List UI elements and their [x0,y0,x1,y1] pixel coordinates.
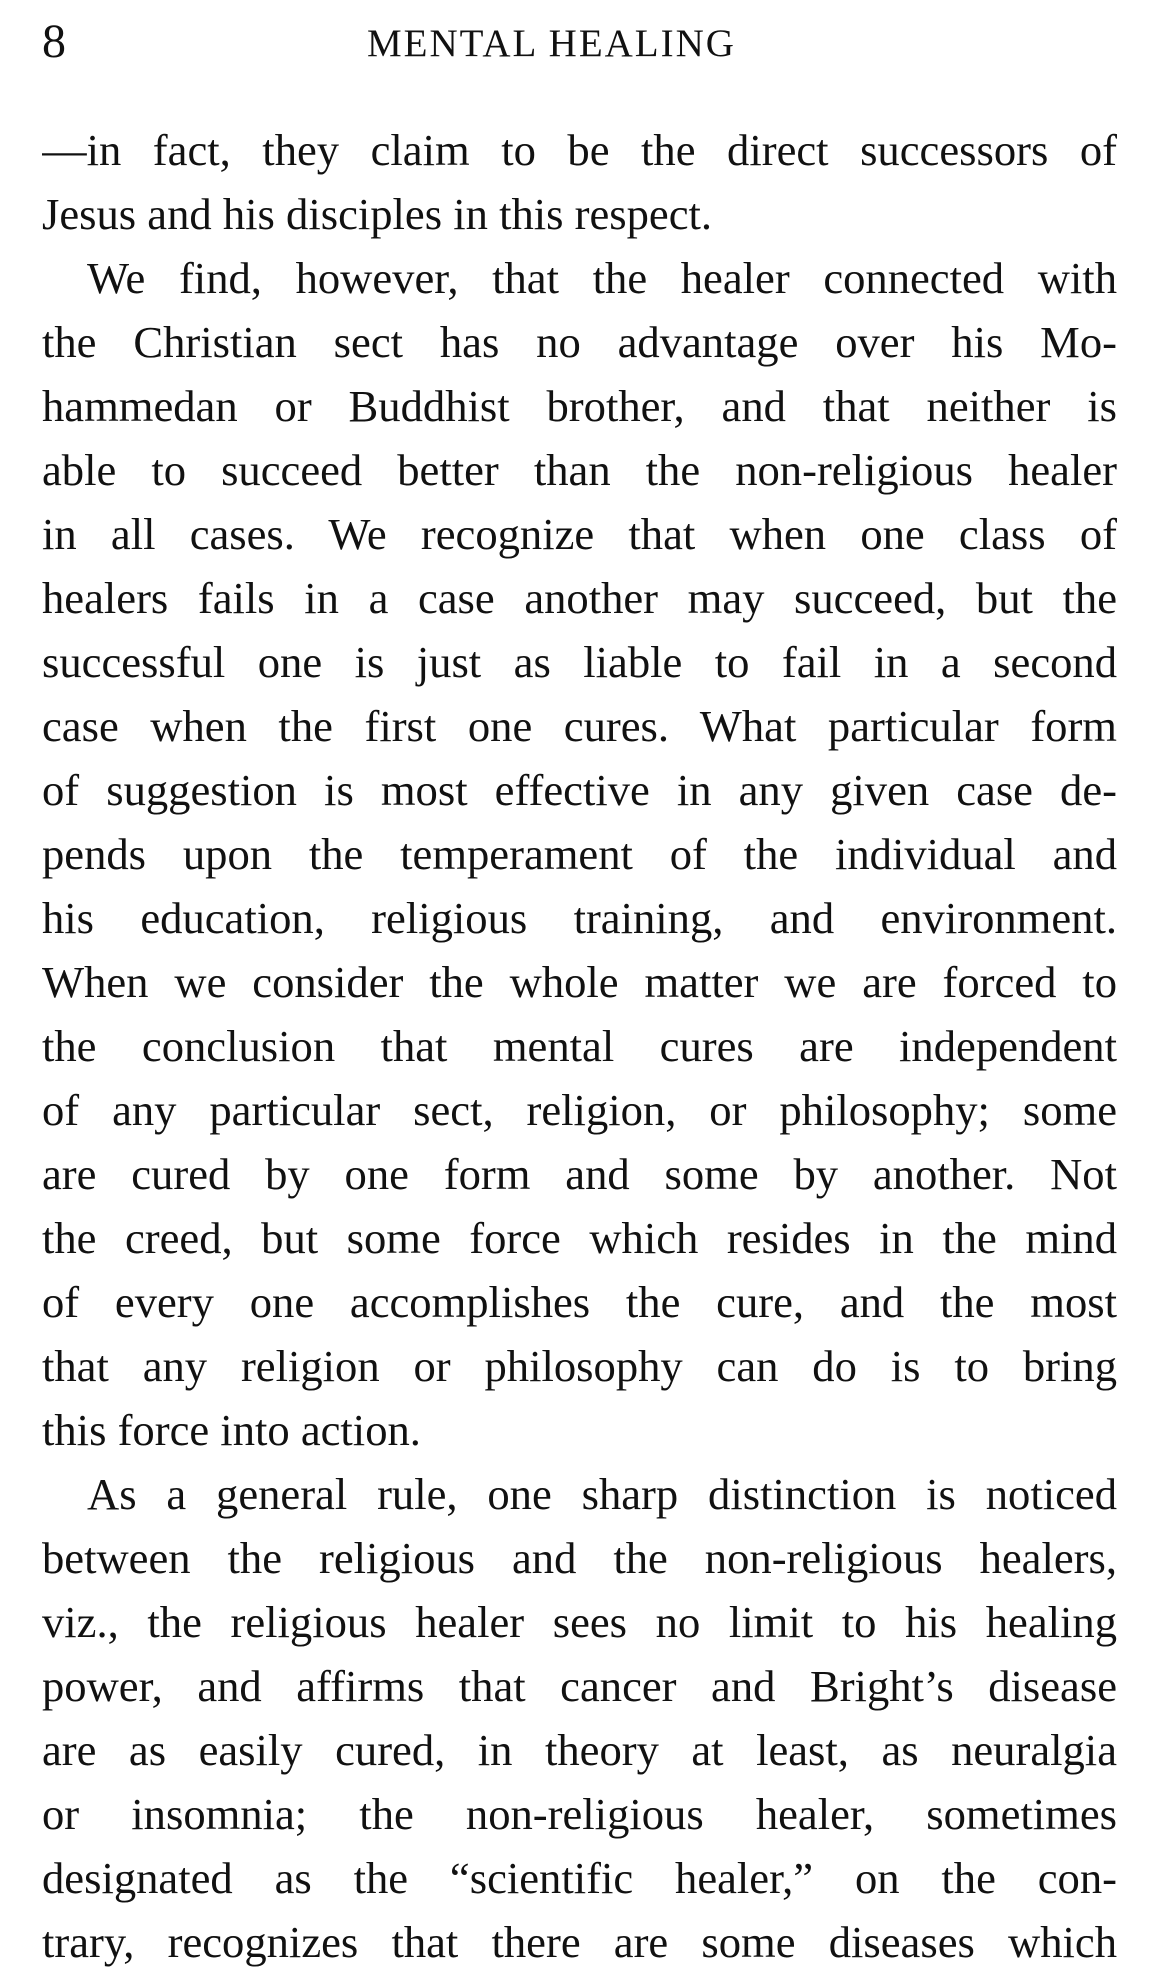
text-line: —in fact, they claim to be the direct successors of [42,125,1117,175]
text-line: the creed, but some force which resides in the mind [42,1213,1117,1263]
paragraph [42,246,1117,1462]
text-line: the Christian sect has no advantage over his Mo- [42,317,1117,367]
text-line: When we consider the whole matter we are forced to [42,957,1117,1007]
page-header [42,15,1122,88]
text-line: or insomnia; the non-religious healer, sometimes [42,1789,1117,1839]
text-line: able to succeed better than the non-religious healer [42,445,1117,495]
text-line: of any particular sect, religion, or philosophy; some [42,1085,1117,1135]
text-line: power, and affirms that cancer and Bright’s disease [42,1661,1117,1711]
text-line: As a general rule, one sharp distinction is noticed [87,1469,1117,1519]
text-line: in all cases. We recognize that when one class of [42,509,1117,559]
text-line: are as easily cured, in theory at least, as neuralgia [42,1725,1117,1775]
text-line: We find, however, that the healer connected with [87,253,1117,303]
text-line: the conclusion that mental cures are independent [42,1021,1117,1071]
running-title: MENTAL HEALING [367,22,736,65]
text-line: this force into action. [42,1405,421,1455]
paragraph [42,1462,1117,1974]
text-line: hammedan or Buddhist brother, and that neither is [42,381,1117,431]
text-line: that any religion or philosophy can do is to bring [42,1341,1117,1391]
text-line: are cured by one form and some by another. Not [42,1149,1117,1199]
text-line: his education, religious training, and environment. [42,893,1117,943]
text-line: case when the first one cures. What particular form [42,701,1117,751]
text-line: of suggestion is most effective in any given case de- [42,765,1117,815]
text-line: healers fails in a case another may succeed, but the [42,573,1117,623]
text-line: trary, recognizes that there are some diseases which [42,1917,1117,1967]
text-line: viz., the religious healer sees no limit to his healing [42,1597,1117,1647]
text-line: successful one is just as liable to fail in a second [42,637,1117,687]
page-number: 8 [42,15,66,68]
page-body [42,118,1117,1974]
text-line: of every one accomplishes the cure, and the most [42,1277,1117,1327]
text-line: between the religious and the non-religious healers, [42,1533,1117,1583]
paragraph-continued [42,118,1117,246]
text-line: designated as the “scientific healer,” on the con- [42,1853,1117,1903]
text-line: pends upon the temperament of the individual and [42,829,1117,879]
text-line: Jesus and his disciples in this respect. [42,189,713,239]
